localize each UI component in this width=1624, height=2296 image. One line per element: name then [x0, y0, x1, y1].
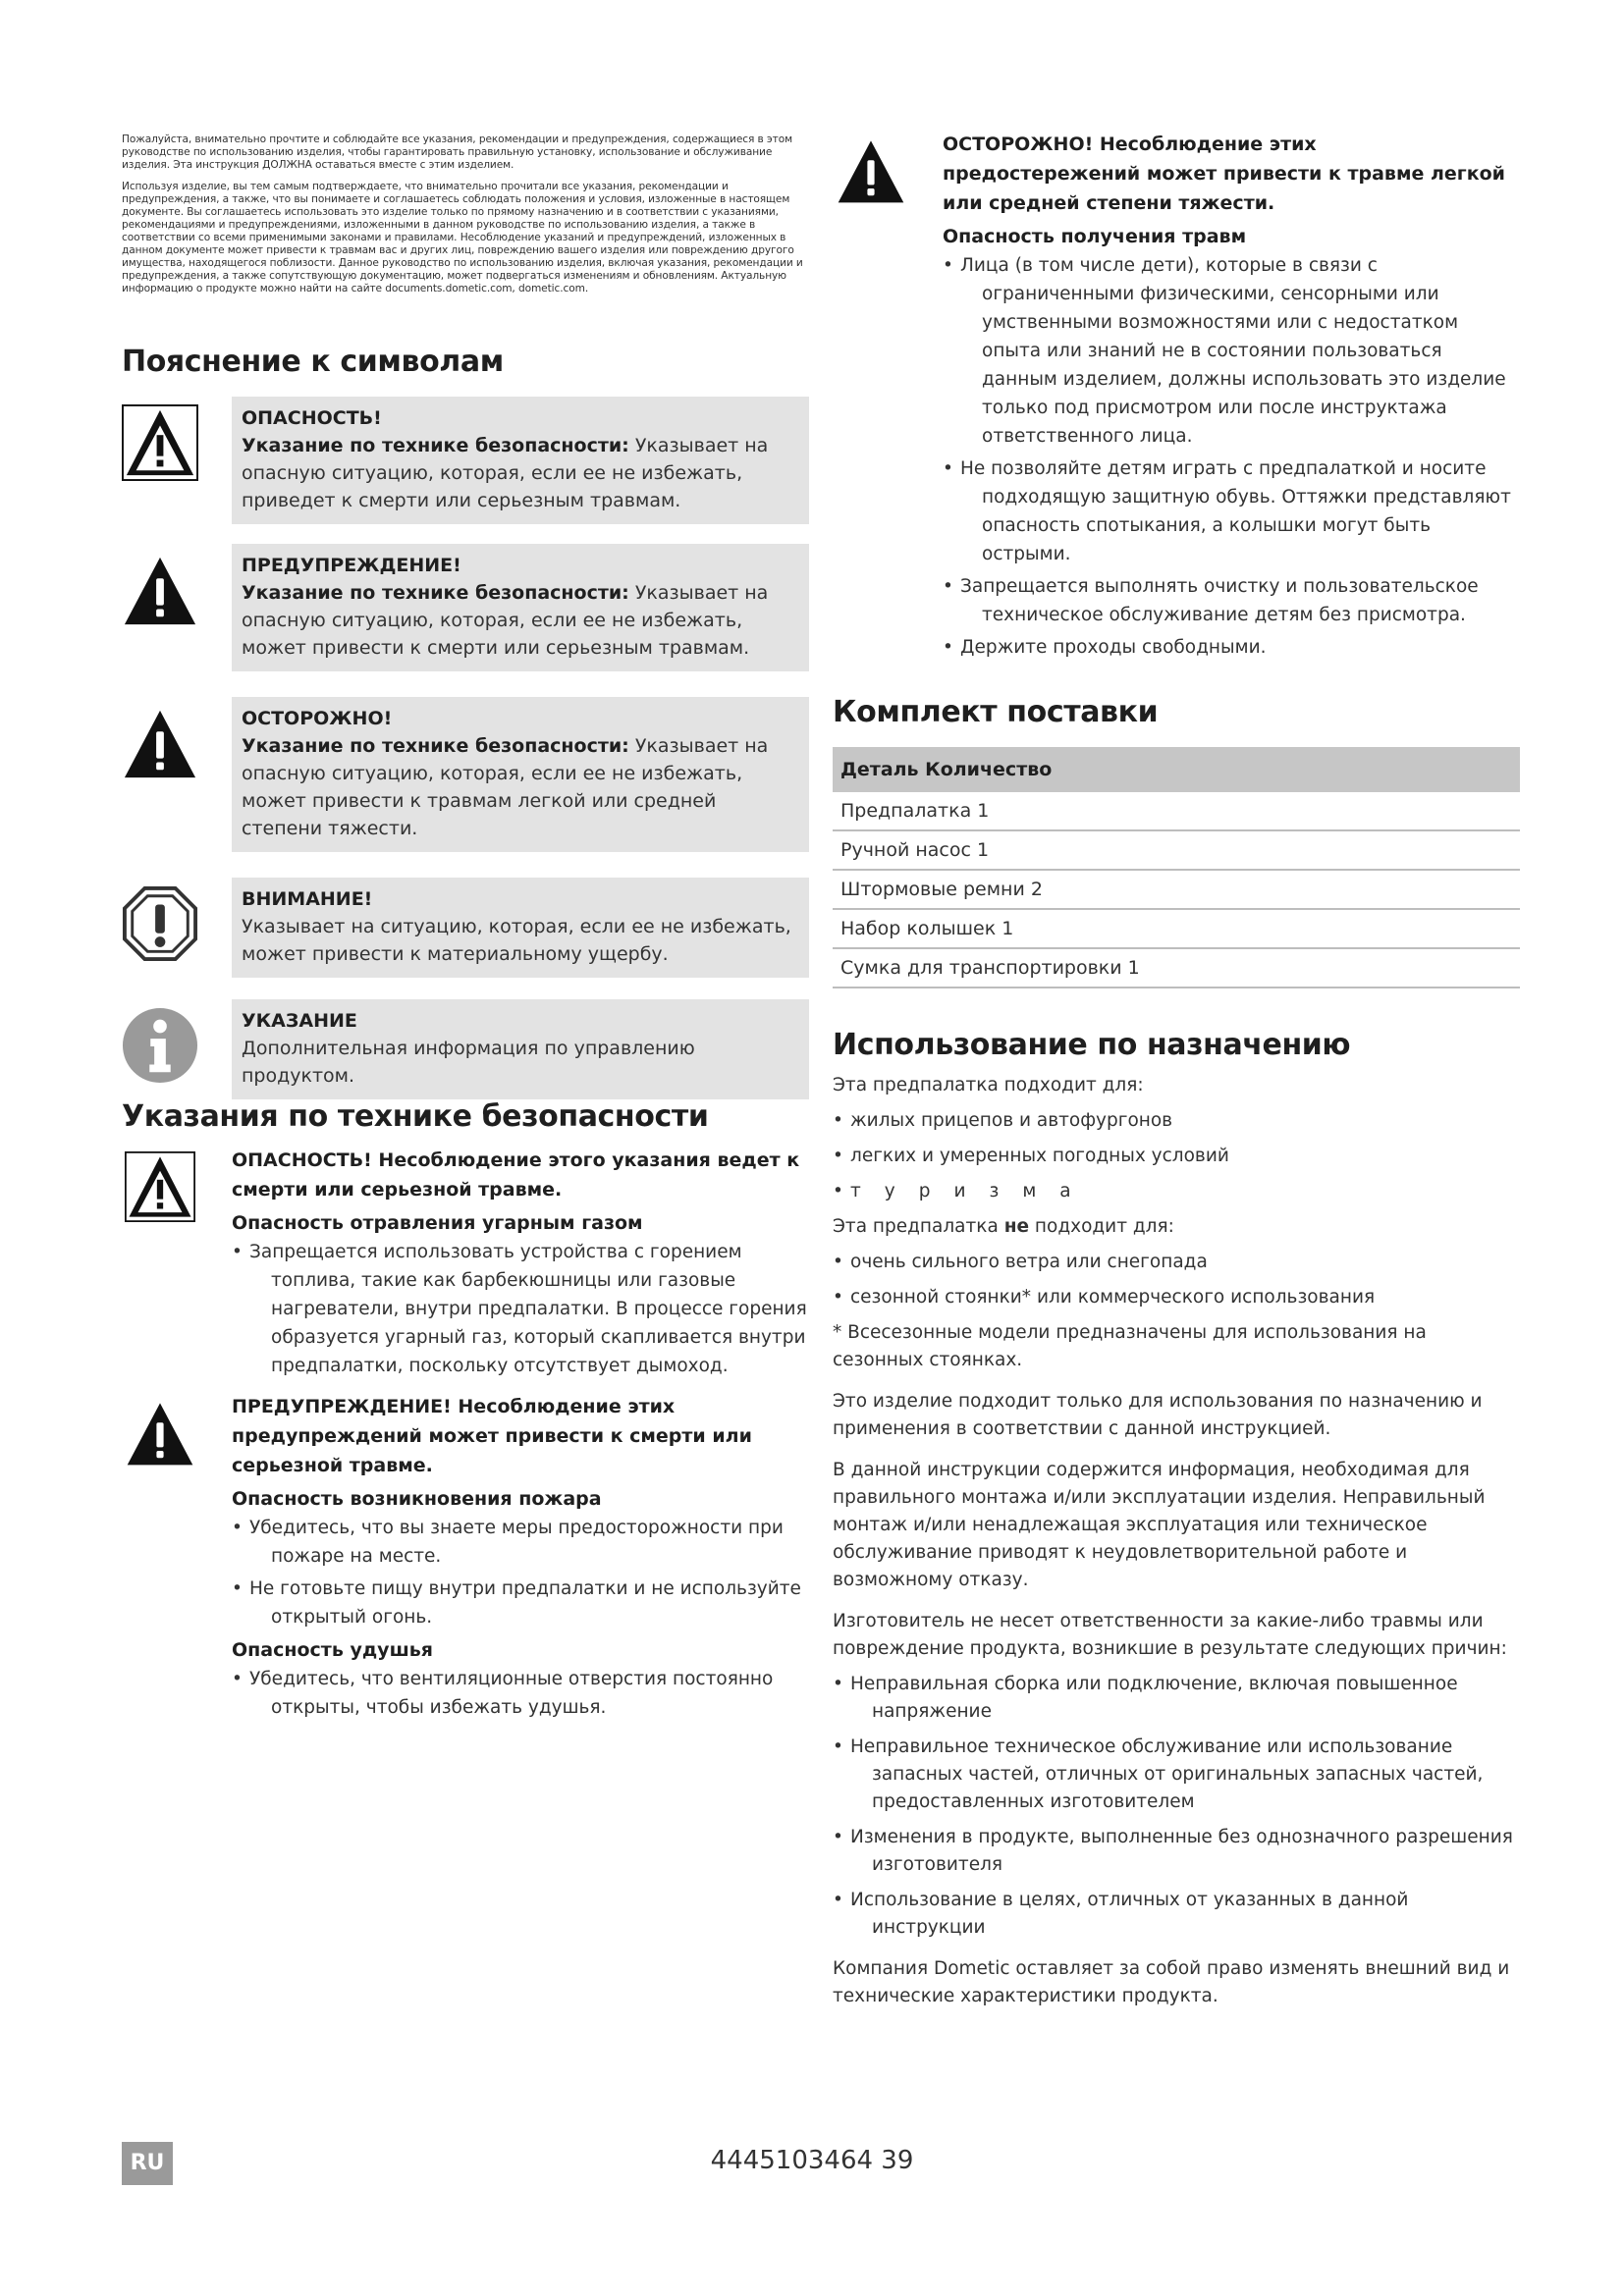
symbol-description: Указывает на ситуацию, которая, если ее не избежать, может привести к материальному ущербу.	[242, 916, 791, 965]
symbol-warning-box	[232, 544, 809, 671]
kit-table	[833, 747, 1520, 988]
warning-sub-fire: Опасность возникновения пожара	[232, 1488, 602, 1510]
list-item: • Лица (в том числе дети), которые в связи с ограниченными физическими, сенсорными или умственными возможностями или с недостатком опыта или знаний не в состоянии пользоваться данным изделием, должны использовать это изделие только под присмотром или после инструктажа ответственного лица.	[943, 255, 1506, 447]
notice-octagon-icon	[122, 885, 198, 962]
list-item: • легких и умеренных погодных условий	[833, 1146, 1229, 1166]
list-item: • очень сильного ветра или снегопада	[833, 1252, 1208, 1272]
safety-heading: Указания по технике безопасности	[122, 1099, 709, 1134]
not-suitable-intro: Эта предпалатка не подходит для:	[833, 1216, 1174, 1237]
list-item: • Убедитесь, что вентиляционные отверстия постоянно открыты, чтобы избежать удушья.	[232, 1669, 774, 1718]
symbol-description: Дополнительная информация по управлению продуктом.	[242, 1038, 695, 1087]
usage-paragraph-2: В данной инструкции содержится информация, необходимая для правильного монтажа и/или эксплуатации изделия. Неправильный монтаж и/или ненадлежащая эксплуатация или техническое обслуживание приводят к неудовлетворительной работе и возможному отказу.	[833, 1460, 1486, 1590]
symbol-description: Указание по технике безопасности: Указывает на опасную ситуацию, которая, если ее не избежать, приведет к смерти или серьезным травмам.	[242, 435, 769, 511]
symbol-title: ВНИМАНИЕ!	[242, 888, 373, 910]
usage-heading: Использование по назначению	[833, 1028, 1351, 1062]
warning-triangle-icon	[122, 705, 198, 781]
danger-head: ОПАСНОСТЬ! Несоблюдение этого указания ведет к смерти или серьезной травме.	[232, 1149, 800, 1201]
warning-triangle-icon	[122, 1398, 198, 1468]
table-row: Сумка для транспортировки 1	[833, 948, 1520, 988]
symbol-caution	[122, 697, 809, 878]
symbol-description: Указание по технике безопасности: Указывает на опасную ситуацию, которая, если ее не избежать, может привести к смерти или серьезным травмам.	[242, 582, 769, 659]
warning-triangle-icon	[833, 135, 909, 206]
safety-danger-block	[122, 1146, 809, 1380]
caution-bullets	[943, 251, 1520, 662]
table-row: Предпалатка 1	[833, 792, 1520, 830]
usage-paragraph-4: Компания Dometic оставляет за собой право изменять внешний вид и технические характеристики продукта.	[833, 1958, 1510, 2006]
caution-head: ОСТОРОЖНО! Несоблюдение этих предостережений может привести к травме легкой или средней степени тяжести.	[943, 133, 1505, 214]
symbol-description: Указание по технике безопасности: Указывает на опасную ситуацию, которая, если ее не избежать, может привести к травмам легкой или средней степени тяжести.	[242, 735, 769, 839]
list-item: • Запрещается использовать устройства с горением топлива, такие как барбекюшницы или газовые нагреватели, внутри предпалатки. В процессе горения образуется угарный газ, который скапливается внутри предпалатки, поскольку отсутствует дымоход.	[232, 1242, 807, 1376]
list-item: • Не готовьте пищу внутри предпалатки и не используйте открытый огонь.	[232, 1578, 801, 1628]
usage-text	[833, 1072, 1520, 2010]
safety-warning-block	[122, 1392, 809, 1722]
symbol-danger	[122, 397, 809, 544]
warning-triangle-boxed-icon	[122, 404, 198, 481]
list-item: • Использование в целях, отличных от указанных в данной инструкции	[833, 1890, 1409, 1938]
symbol-title: УКАЗАНИЕ	[242, 1010, 357, 1032]
symbol-warning	[122, 544, 809, 697]
symbol-note-box	[232, 999, 809, 1099]
suitable-intro: Эта предпалатка подходит для:	[833, 1075, 1144, 1095]
list-item: • сезонной стоянки* или коммерческого использования	[833, 1287, 1376, 1308]
list-item: • Не позволяйте детям играть с предпалаткой и носите подходящую защитную обувь. Оттяжки представляют опасность спотыкания, а колышки могут быть острыми.	[943, 458, 1511, 564]
symbol-notice	[122, 878, 809, 999]
list-item: • Изменения в продукте, выполненные без однозначного разрешения изготовителя	[833, 1827, 1513, 1875]
warning-triangle-icon	[122, 552, 198, 628]
symbol-note	[122, 999, 809, 1088]
list-item: • Неправильное техническое обслуживание или использование запасных частей, отличных от оригинальных запасных частей, предоставленных изготовителем	[833, 1736, 1484, 1812]
list-item: • Запрещается выполнять очистку и пользовательское техническое обслуживание детям без присмотра.	[943, 576, 1479, 625]
caution-sub: Опасность получения травм	[943, 226, 1247, 247]
intro-paragraph-2: Используя изделие, вы тем самым подтверждаете, что внимательно прочитали все указания, рекомендации и предупреждения, а также, что вы понимаете и соглашаетесь соблюдать положения и условия, изложенные в настоящем документе. Вы соглашаетесь использовать это изделие только по прямому назначению и в соответствии с указаниями, рекомендациями и предупреждениями, изложенными в данном руководстве по использованию изделия, а также в соответствии со всеми применимыми законами и правилами. Несоблюдение указаний и предупреждений, изложенных в данном документе может привести к травмам вас и других лиц, повреждению вашего изделия или повреждению другого имущества, находящегося поблизости. Данное руководство по использованию изделия, включая указания, рекомендации и предупреждения, а также сопутствующую документацию, может подвергаться изменениям и обновлениям. Актуальную информацию о продукте можно найти на сайте documents.dometic.com, dometic.com.	[122, 181, 803, 294]
kit-table-header: Деталь Количество	[833, 747, 1520, 792]
intro-paragraph-1: Пожалуйста, внимательно прочтите и соблюдайте все указания, рекомендации и предупреждения, содержащиеся в этом руководстве по использованию изделия, чтобы гарантировать правильную установку, использование и обслуживание изделия. Эта инструкция ДОЛЖНА оставаться вместе с этим изделием.	[122, 133, 792, 171]
kit-heading: Комплект поставки	[833, 695, 1159, 729]
info-icon	[122, 1007, 198, 1084]
danger-sub: Опасность отравления угарным газом	[232, 1212, 643, 1234]
warning-head: ПРЕДУПРЕЖДЕНИЕ! Несоблюдение этих предупреждений может привести к смерти или серьезной травме.	[232, 1396, 752, 1476]
footnote: * Всесезонные модели предназначены для использования на сезонных стоянках.	[833, 1322, 1427, 1370]
warning-bullets-suffocation	[232, 1665, 809, 1722]
symbols-heading: Пояснение к символам	[122, 345, 504, 379]
symbol-danger-box	[232, 397, 809, 524]
table-row: Штормовые ремни 2	[833, 870, 1520, 909]
symbol-caution-box	[232, 697, 809, 852]
list-item: • Убедитесь, что вы знаете меры предосторожности при пожаре на месте.	[232, 1518, 784, 1567]
usage-paragraph-3: Изготовитель не несет ответственности за какие-либо травмы или повреждение продукта, возникшие в результате следующих причин:	[833, 1611, 1507, 1659]
warning-sub-suffocation: Опасность удушья	[232, 1639, 433, 1661]
danger-bullets	[232, 1238, 809, 1380]
table-row: Ручной насос 1	[833, 830, 1520, 870]
list-item: • туризма	[833, 1181, 1095, 1201]
right-column	[833, 130, 1520, 2018]
list-item: • Держите проходы свободными.	[943, 637, 1267, 658]
intro-text	[122, 133, 809, 295]
usage-paragraph-1: Это изделие подходит только для использования по назначению и применения в соответствии с данной инструкцией.	[833, 1391, 1483, 1439]
symbol-title: ОПАСНОСТЬ!	[242, 407, 382, 429]
page-number: 4445103464 39	[710, 2146, 914, 2175]
list-item: • жилых прицепов и автофургонов	[833, 1110, 1173, 1131]
safety-caution-block	[833, 130, 1520, 662]
warning-triangle-boxed-icon	[122, 1151, 198, 1222]
language-badge: RU	[122, 2142, 173, 2185]
warning-bullets-fire	[232, 1514, 809, 1631]
symbol-title: ОСТОРОЖНО!	[242, 708, 393, 729]
table-row: Набор колышек 1	[833, 909, 1520, 948]
list-item: • Неправильная сборка или подключение, включая повышенное напряжение	[833, 1674, 1458, 1722]
left-column	[122, 133, 809, 1726]
symbol-notice-box	[232, 878, 809, 978]
symbol-title: ПРЕДУПРЕЖДЕНИЕ!	[242, 555, 461, 576]
